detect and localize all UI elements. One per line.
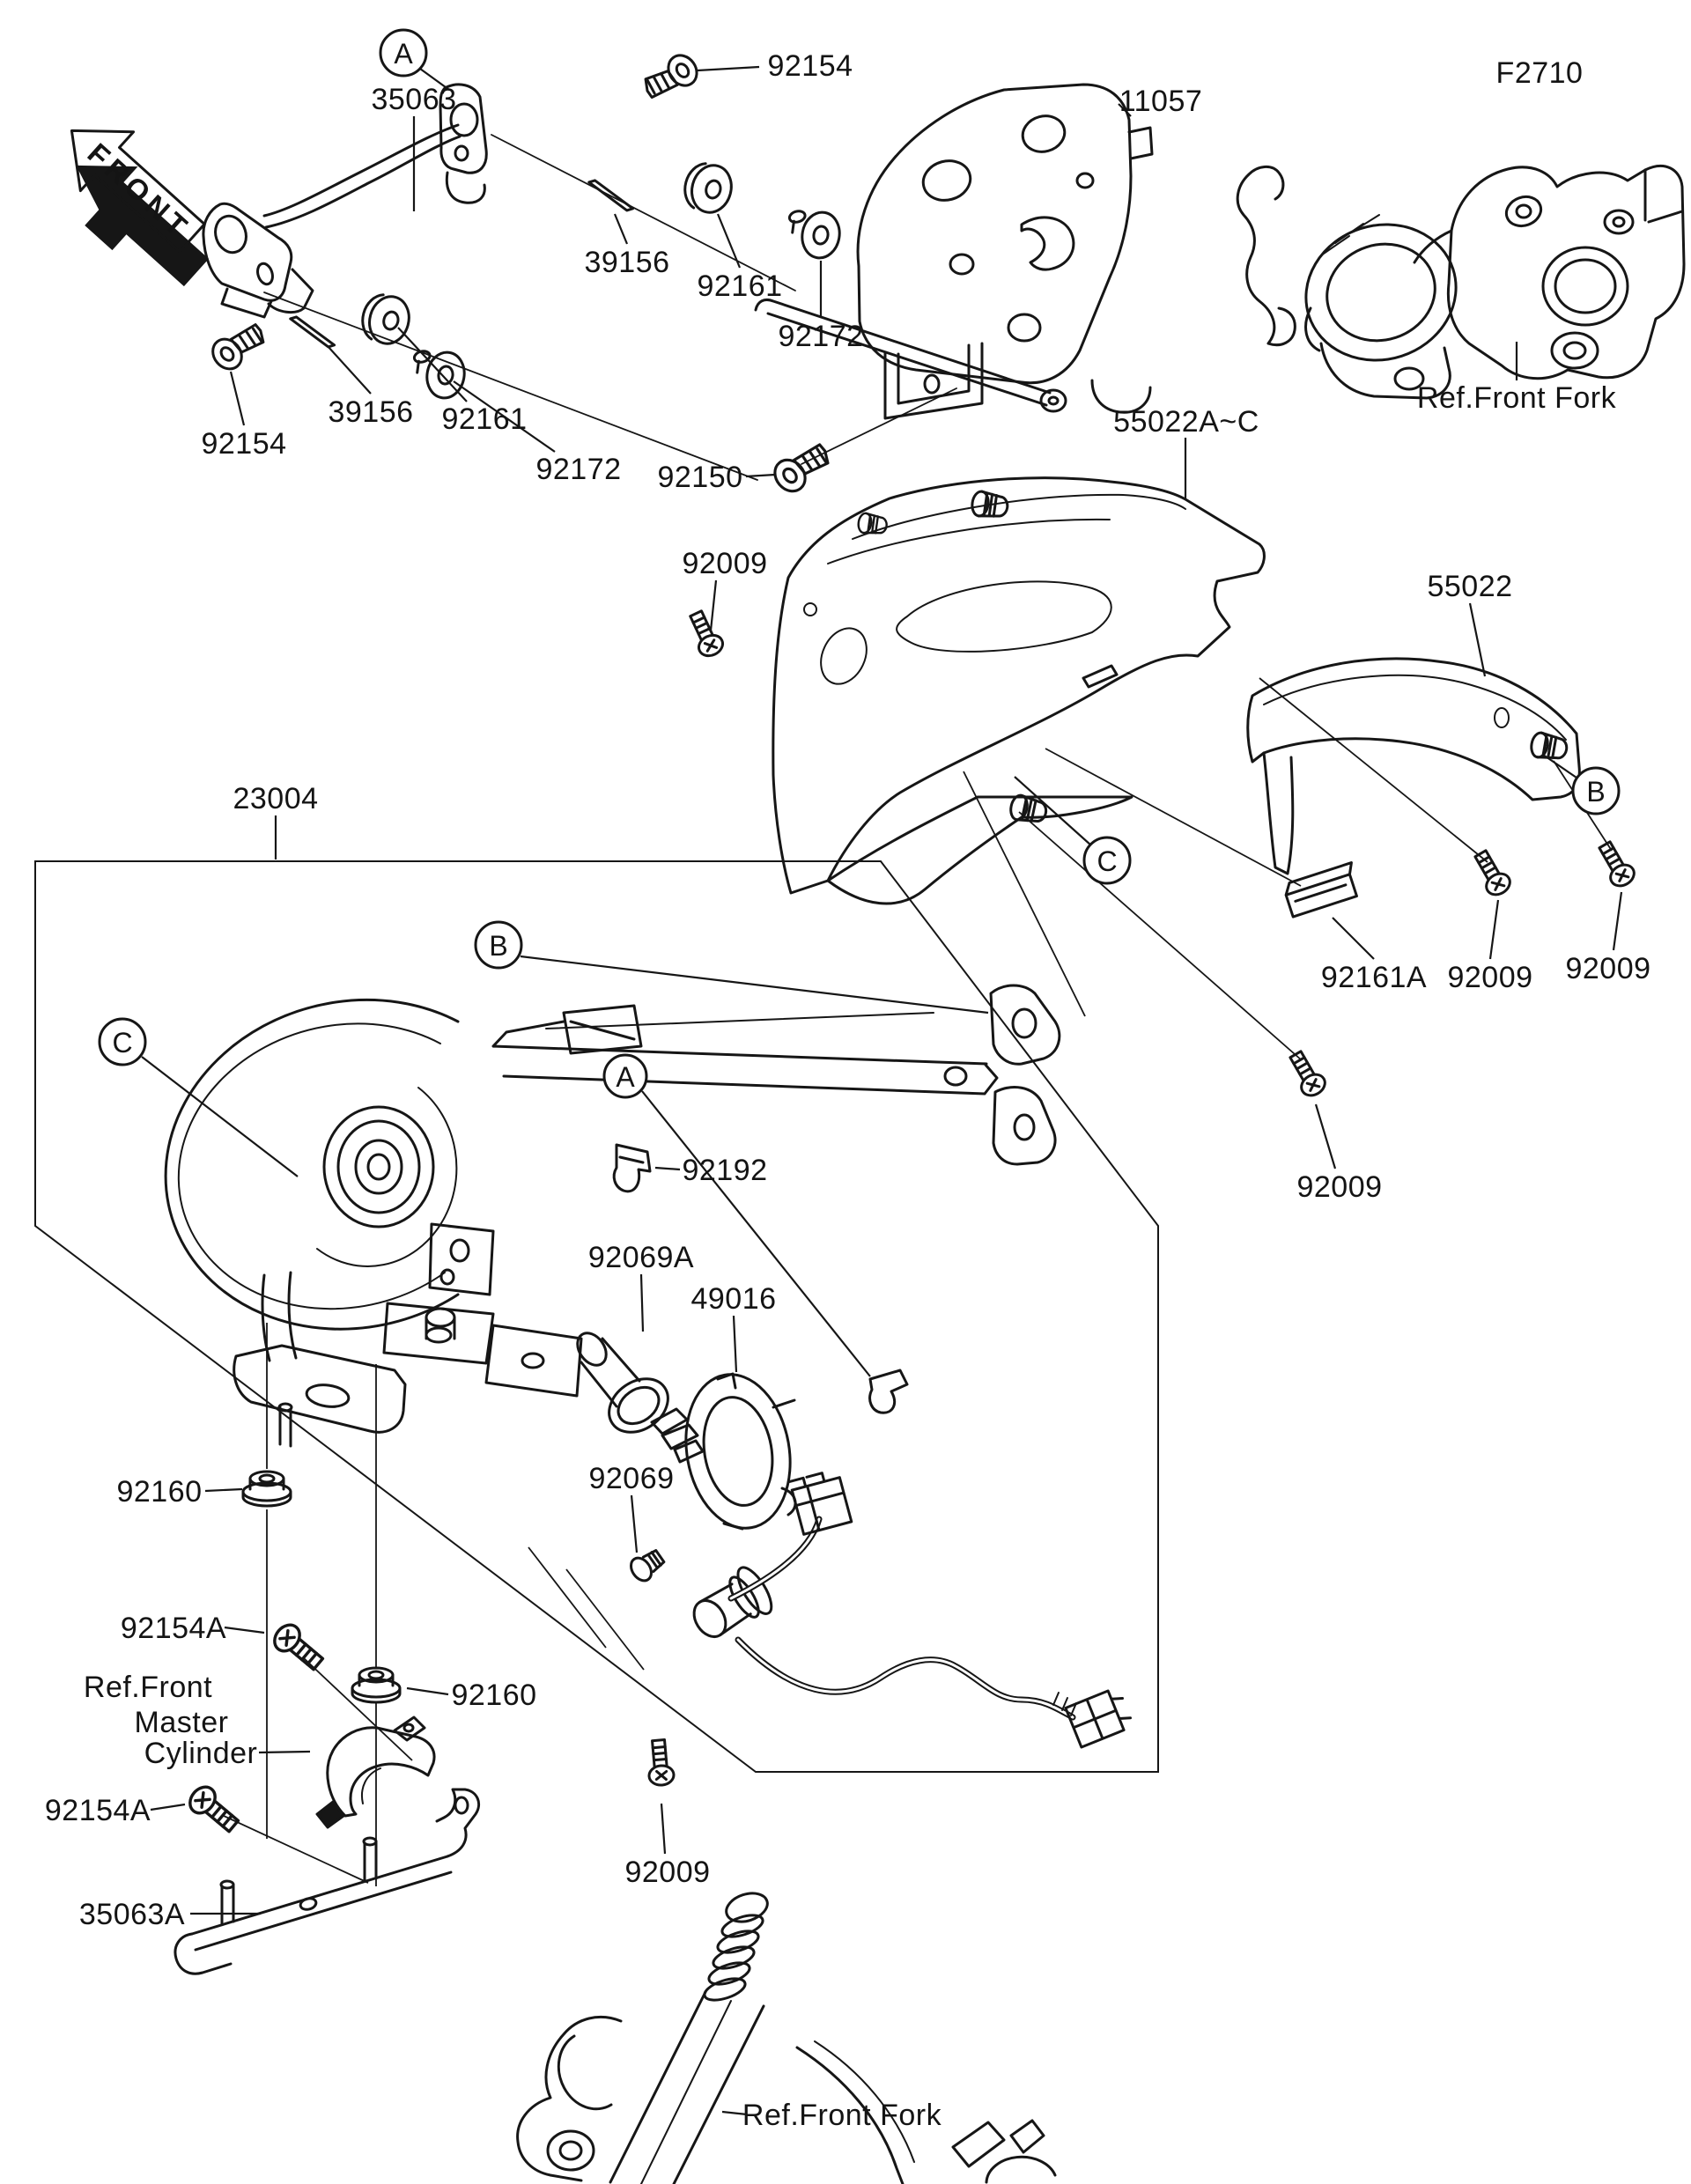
meter-bracket-11057-art xyxy=(756,85,1295,418)
svg-text:C: C xyxy=(1097,845,1118,877)
bulb-and-harness-art xyxy=(572,1145,1133,1747)
bracket-35063-art xyxy=(203,85,486,317)
svg-text:A: A xyxy=(616,1061,635,1093)
label-92160-left: 92160 xyxy=(116,1475,203,1509)
svg-text:C: C xyxy=(112,1027,133,1059)
label-92160-right: 92160 xyxy=(451,1679,537,1712)
callout-c-cowl xyxy=(1084,837,1130,883)
label-39156-top: 39156 xyxy=(584,246,670,279)
label-92154a-top: 92154A xyxy=(120,1612,227,1645)
label-92009-mid: 92009 xyxy=(1447,961,1533,994)
headlight-unit-art xyxy=(166,985,1060,1446)
label-11057: 11057 xyxy=(1119,85,1203,118)
label-92192: 92192 xyxy=(682,1154,768,1187)
callout-a-head xyxy=(604,1055,646,1097)
windscreen-55022-art xyxy=(1248,659,1580,874)
part-labels xyxy=(45,49,1651,2132)
label-f2710: F2710 xyxy=(1495,56,1584,90)
label-92172-top: 92172 xyxy=(778,320,864,353)
label-92154-top: 92154 xyxy=(767,49,853,83)
label-92172-left: 92172 xyxy=(535,453,622,486)
callout-a-top xyxy=(380,30,426,76)
label-49016: 49016 xyxy=(690,1282,777,1316)
label-92154-left: 92154 xyxy=(201,427,287,461)
label-92069: 92069 xyxy=(588,1462,675,1495)
label-92009-right: 92009 xyxy=(1565,952,1651,985)
label-92150: 92150 xyxy=(657,461,743,494)
front-arrow-text: FRONT xyxy=(81,136,198,246)
label-92009-top: 92009 xyxy=(682,547,768,580)
label-92154a-low: 92154A xyxy=(44,1794,151,1827)
cowling-55022ac-art xyxy=(773,478,1265,904)
callout-c-head xyxy=(100,1019,145,1065)
label-92069a: 92069A xyxy=(587,1241,695,1274)
label-ref-fork-top: Ref.Front Fork xyxy=(1416,381,1617,415)
label-92009-bot: 92009 xyxy=(624,1856,711,1889)
svg-text:A: A xyxy=(394,38,413,70)
label-92009-low: 92009 xyxy=(1296,1170,1383,1204)
label-35063a: 35063A xyxy=(78,1898,186,1931)
svg-text:B: B xyxy=(489,930,508,962)
label-35063: 35063 xyxy=(371,83,457,116)
front-direction-arrow xyxy=(31,100,239,302)
label-55022ac: 55022A~C xyxy=(1113,405,1259,439)
callout-b-head xyxy=(476,922,521,968)
label-23004: 23004 xyxy=(233,782,319,815)
label-ref-master-1: Ref.Front xyxy=(83,1671,213,1704)
label-ref-master-2: Master xyxy=(134,1706,229,1739)
fastener-sets xyxy=(207,50,956,498)
fork-crown-art xyxy=(1289,166,1684,398)
callout-b-cowl xyxy=(1573,768,1619,814)
svg-text:B: B xyxy=(1586,776,1606,808)
label-55022: 55022 xyxy=(1427,570,1513,603)
label-ref-master-3: Cylinder xyxy=(144,1737,258,1770)
label-ref-fork-bot: Ref.Front Fork xyxy=(742,2099,942,2132)
label-39156-left: 39156 xyxy=(328,395,414,429)
label-92161a: 92161A xyxy=(1320,961,1428,994)
cowl-fasteners xyxy=(684,609,1637,1100)
label-92161-left: 92161 xyxy=(441,402,528,436)
label-92161-top: 92161 xyxy=(697,269,783,303)
lower-mounting-art xyxy=(185,1472,434,1837)
